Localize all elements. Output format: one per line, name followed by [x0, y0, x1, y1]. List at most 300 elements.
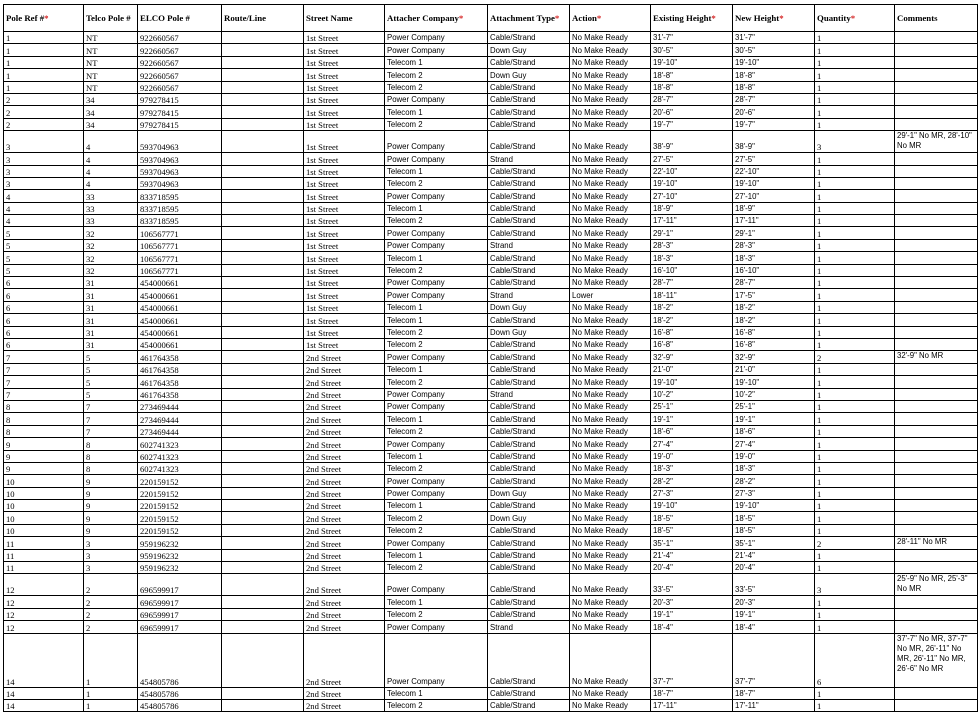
cell-new-height: 16'-10" [733, 264, 815, 276]
cell-telco-pole: 8 [84, 450, 138, 462]
cell-attacher-company: Telecom 1 [385, 252, 488, 264]
cell-route-line [222, 450, 304, 462]
cell-elco-pole: 922660567 [138, 44, 222, 56]
cell-attachment-type: Cable/Strand [488, 118, 570, 130]
table-row [4, 190, 978, 202]
cell-route-line [222, 277, 304, 289]
cell-elco-pole: 922660567 [138, 81, 222, 93]
cell-attacher-company: Telecom 1 [385, 202, 488, 214]
cell-telco-pole: 1 [84, 699, 138, 711]
cell-telco-pole: 32 [84, 239, 138, 251]
cell-existing-height: 27'-4" [651, 438, 733, 450]
cell-action: No Make Ready [570, 512, 651, 524]
cell-attacher-company: Power Company [385, 44, 488, 56]
cell-street-name: 1st Street [304, 118, 385, 130]
cell-comments [895, 118, 978, 130]
cell-action: No Make Ready [570, 475, 651, 487]
cell-attachment-type: Cable/Strand [488, 699, 570, 711]
cell-pole-ref: 11 [4, 549, 84, 561]
table-row [4, 687, 978, 699]
cell-elco-pole: 593704963 [138, 177, 222, 189]
cell-quantity: 3 [815, 574, 895, 596]
column-header-label: Attachment Type [490, 13, 555, 23]
cell-street-name: 2nd Street [304, 351, 385, 363]
cell-telco-pole: 34 [84, 106, 138, 118]
column-header-label: Action [572, 13, 597, 23]
cell-route-line [222, 400, 304, 412]
cell-attacher-company: Telecom 1 [385, 363, 488, 375]
cell-telco-pole: 3 [84, 562, 138, 574]
cell-action: No Make Ready [570, 699, 651, 711]
cell-pole-ref: 9 [4, 462, 84, 474]
cell-action: No Make Ready [570, 215, 651, 227]
cell-quantity: 1 [815, 687, 895, 699]
cell-route-line [222, 338, 304, 350]
column-header-quantity [815, 5, 895, 32]
cell-elco-pole: 461764358 [138, 376, 222, 388]
table-row [4, 574, 978, 596]
cell-new-height: 27'-10" [733, 190, 815, 202]
cell-comments [895, 314, 978, 326]
cell-pole-ref: 3 [4, 177, 84, 189]
cell-elco-pole: 696599917 [138, 621, 222, 633]
cell-pole-ref: 2 [4, 118, 84, 130]
cell-comments [895, 326, 978, 338]
cell-elco-pole: 959196232 [138, 549, 222, 561]
cell-street-name: 2nd Street [304, 487, 385, 499]
cell-new-height: 28'-7" [733, 277, 815, 289]
cell-route-line [222, 264, 304, 276]
cell-pole-ref: 10 [4, 487, 84, 499]
cell-new-height: 18'-5" [733, 524, 815, 536]
cell-elco-pole: 454000661 [138, 289, 222, 301]
cell-attacher-company: Power Company [385, 438, 488, 450]
cell-action: No Make Ready [570, 44, 651, 56]
cell-elco-pole: 922660567 [138, 32, 222, 44]
table-row [4, 351, 978, 363]
cell-existing-height: 17'-11" [651, 215, 733, 227]
cell-attachment-type: Cable/Strand [488, 338, 570, 350]
cell-quantity: 1 [815, 56, 895, 68]
cell-quantity: 1 [815, 93, 895, 105]
cell-new-height: 19'-7" [733, 118, 815, 130]
cell-route-line [222, 425, 304, 437]
cell-quantity: 1 [815, 562, 895, 574]
column-header-existing-height [651, 5, 733, 32]
cell-pole-ref: 8 [4, 413, 84, 425]
cell-elco-pole: 593704963 [138, 153, 222, 165]
cell-route-line [222, 596, 304, 608]
required-asterisk: * [458, 13, 464, 23]
cell-quantity: 1 [815, 301, 895, 313]
cell-action: No Make Ready [570, 177, 651, 189]
cell-new-height: 19'-0" [733, 450, 815, 462]
table-row [4, 314, 978, 326]
cell-new-height: 20'-4" [733, 562, 815, 574]
cell-route-line [222, 177, 304, 189]
cell-pole-ref: 7 [4, 351, 84, 363]
cell-street-name: 1st Street [304, 326, 385, 338]
cell-pole-ref: 8 [4, 425, 84, 437]
cell-route-line [222, 314, 304, 326]
table-row [4, 69, 978, 81]
column-header-elco-pole [138, 5, 222, 32]
cell-new-height: 38'-9" [733, 131, 815, 153]
table-row [4, 165, 978, 177]
cell-attachment-type: Cable/Strand [488, 351, 570, 363]
cell-new-height: 25'-1" [733, 400, 815, 412]
cell-elco-pole: 454000661 [138, 314, 222, 326]
cell-route-line [222, 376, 304, 388]
cell-pole-ref: 4 [4, 202, 84, 214]
table-row [4, 227, 978, 239]
table-row [4, 215, 978, 227]
cell-new-height: 19'-1" [733, 608, 815, 620]
cell-street-name: 1st Street [304, 289, 385, 301]
cell-attacher-company: Power Company [385, 537, 488, 549]
cell-action: No Make Ready [570, 596, 651, 608]
cell-telco-pole: NT [84, 44, 138, 56]
cell-existing-height: 32'-9" [651, 351, 733, 363]
cell-route-line [222, 190, 304, 202]
table-row [4, 153, 978, 165]
cell-comments [895, 165, 978, 177]
cell-comments [895, 524, 978, 536]
cell-quantity: 1 [815, 400, 895, 412]
cell-pole-ref: 8 [4, 400, 84, 412]
cell-telco-pole: 34 [84, 118, 138, 130]
cell-attachment-type: Cable/Strand [488, 400, 570, 412]
column-header-attacher-company [385, 5, 488, 32]
table-row [4, 32, 978, 44]
cell-street-name: 2nd Street [304, 500, 385, 512]
cell-street-name: 2nd Street [304, 376, 385, 388]
cell-quantity: 1 [815, 44, 895, 56]
cell-pole-ref: 12 [4, 608, 84, 620]
cell-new-height: 18'-7" [733, 687, 815, 699]
cell-quantity: 1 [815, 338, 895, 350]
cell-street-name: 2nd Street [304, 549, 385, 561]
cell-route-line [222, 621, 304, 633]
cell-pole-ref: 2 [4, 93, 84, 105]
cell-quantity: 6 [815, 633, 895, 687]
cell-attacher-company: Telecom 2 [385, 608, 488, 620]
cell-new-height: 19'-10" [733, 56, 815, 68]
cell-attacher-company: Telecom 1 [385, 106, 488, 118]
cell-quantity: 1 [815, 425, 895, 437]
cell-new-height: 17'-11" [733, 699, 815, 711]
cell-comments [895, 363, 978, 375]
cell-quantity: 1 [815, 252, 895, 264]
cell-elco-pole: 461764358 [138, 363, 222, 375]
cell-action: No Make Ready [570, 549, 651, 561]
table-row [4, 621, 978, 633]
cell-route-line [222, 363, 304, 375]
column-header-label: Quantity [817, 13, 851, 23]
cell-action: No Make Ready [570, 69, 651, 81]
cell-street-name: 1st Street [304, 202, 385, 214]
cell-telco-pole: NT [84, 56, 138, 68]
cell-attachment-type: Cable/Strand [488, 438, 570, 450]
cell-route-line [222, 93, 304, 105]
cell-action: No Make Ready [570, 450, 651, 462]
cell-attachment-type: Cable/Strand [488, 633, 570, 687]
column-header-label: Route/Line [224, 13, 267, 23]
cell-attachment-type: Cable/Strand [488, 425, 570, 437]
required-asterisk: * [596, 13, 602, 23]
cell-elco-pole: 461764358 [138, 388, 222, 400]
cell-route-line [222, 239, 304, 251]
cell-route-line [222, 153, 304, 165]
table-row [4, 81, 978, 93]
cell-pole-ref: 14 [4, 633, 84, 687]
cell-pole-ref: 14 [4, 687, 84, 699]
cell-action: No Make Ready [570, 93, 651, 105]
column-header-label: Pole Ref # [6, 13, 45, 23]
cell-existing-height: 17'-11" [651, 699, 733, 711]
cell-elco-pole: 106567771 [138, 264, 222, 276]
cell-existing-height: 19'-1" [651, 413, 733, 425]
cell-action: No Make Ready [570, 400, 651, 412]
cell-existing-height: 18'-2" [651, 314, 733, 326]
cell-attachment-type: Cable/Strand [488, 376, 570, 388]
cell-elco-pole: 959196232 [138, 562, 222, 574]
required-asterisk: * [554, 13, 560, 23]
cell-comments [895, 301, 978, 313]
cell-comments [895, 699, 978, 711]
cell-telco-pole: 2 [84, 621, 138, 633]
cell-quantity: 2 [815, 537, 895, 549]
column-header-label: Comments [897, 13, 938, 23]
cell-attacher-company: Telecom 1 [385, 549, 488, 561]
table-row [4, 562, 978, 574]
cell-telco-pole: NT [84, 32, 138, 44]
cell-quantity: 1 [815, 165, 895, 177]
cell-new-height: 16'-8" [733, 326, 815, 338]
cell-elco-pole: 106567771 [138, 252, 222, 264]
cell-pole-ref: 6 [4, 277, 84, 289]
cell-pole-ref: 2 [4, 106, 84, 118]
cell-street-name: 1st Street [304, 32, 385, 44]
cell-pole-ref: 10 [4, 524, 84, 536]
cell-street-name: 1st Street [304, 252, 385, 264]
cell-attachment-type: Cable/Strand [488, 574, 570, 596]
cell-existing-height: 19'-10" [651, 376, 733, 388]
cell-comments [895, 376, 978, 388]
cell-new-height: 27'-3" [733, 487, 815, 499]
pole-attachment-table-container [3, 4, 978, 712]
cell-attachment-type: Cable/Strand [488, 32, 570, 44]
cell-quantity: 1 [815, 81, 895, 93]
cell-telco-pole: 33 [84, 215, 138, 227]
cell-quantity: 1 [815, 699, 895, 711]
cell-street-name: 2nd Street [304, 608, 385, 620]
cell-telco-pole: 31 [84, 326, 138, 338]
cell-attachment-type: Cable/Strand [488, 413, 570, 425]
cell-telco-pole: 31 [84, 277, 138, 289]
cell-elco-pole: 220159152 [138, 524, 222, 536]
cell-quantity: 1 [815, 69, 895, 81]
cell-telco-pole: 4 [84, 153, 138, 165]
cell-attacher-company: Power Company [385, 32, 488, 44]
cell-elco-pole: 454805786 [138, 633, 222, 687]
cell-elco-pole: 833718595 [138, 202, 222, 214]
cell-comments [895, 400, 978, 412]
cell-street-name: 1st Street [304, 165, 385, 177]
table-row [4, 608, 978, 620]
cell-existing-height: 25'-1" [651, 400, 733, 412]
cell-elco-pole: 696599917 [138, 596, 222, 608]
cell-route-line [222, 500, 304, 512]
cell-action: No Make Ready [570, 621, 651, 633]
cell-existing-height: 33'-5" [651, 574, 733, 596]
cell-street-name: 2nd Street [304, 633, 385, 687]
cell-elco-pole: 979278415 [138, 118, 222, 130]
cell-quantity: 1 [815, 376, 895, 388]
cell-existing-height: 22'-10" [651, 165, 733, 177]
cell-existing-height: 18'-8" [651, 69, 733, 81]
cell-attacher-company: Telecom 2 [385, 338, 488, 350]
cell-elco-pole: 273469444 [138, 413, 222, 425]
cell-route-line [222, 118, 304, 130]
cell-attacher-company: Power Company [385, 289, 488, 301]
cell-quantity: 3 [815, 131, 895, 153]
cell-attachment-type: Cable/Strand [488, 252, 570, 264]
cell-quantity: 1 [815, 621, 895, 633]
cell-route-line [222, 574, 304, 596]
cell-existing-height: 27'-10" [651, 190, 733, 202]
table-row [4, 549, 978, 561]
cell-quantity: 1 [815, 277, 895, 289]
cell-attacher-company: Telecom 2 [385, 699, 488, 711]
cell-quantity: 1 [815, 177, 895, 189]
cell-existing-height: 27'-5" [651, 153, 733, 165]
cell-street-name: 2nd Street [304, 512, 385, 524]
cell-attachment-type: Down Guy [488, 326, 570, 338]
cell-comments [895, 621, 978, 633]
cell-attacher-company: Power Company [385, 153, 488, 165]
table-row [4, 450, 978, 462]
cell-route-line [222, 106, 304, 118]
cell-street-name: 1st Street [304, 93, 385, 105]
cell-street-name: 2nd Street [304, 596, 385, 608]
cell-route-line [222, 165, 304, 177]
cell-attacher-company: Power Company [385, 621, 488, 633]
cell-attachment-type: Strand [488, 239, 570, 251]
cell-elco-pole: 454000661 [138, 301, 222, 313]
cell-new-height: 18'-2" [733, 314, 815, 326]
cell-route-line [222, 549, 304, 561]
cell-attachment-type: Cable/Strand [488, 106, 570, 118]
table-row [4, 93, 978, 105]
cell-existing-height: 18'-6" [651, 425, 733, 437]
table-row [4, 524, 978, 536]
cell-telco-pole: 1 [84, 633, 138, 687]
cell-telco-pole: 5 [84, 363, 138, 375]
cell-route-line [222, 289, 304, 301]
cell-new-height: 19'-10" [733, 177, 815, 189]
cell-attachment-type: Strand [488, 289, 570, 301]
cell-quantity: 1 [815, 289, 895, 301]
table-row [4, 699, 978, 711]
cell-attacher-company: Telecom 1 [385, 500, 488, 512]
cell-comments [895, 388, 978, 400]
column-header-label: Attacher Company [387, 13, 459, 23]
cell-quantity: 1 [815, 438, 895, 450]
cell-existing-height: 16'-8" [651, 326, 733, 338]
cell-existing-height: 18'-3" [651, 462, 733, 474]
cell-existing-height: 18'-5" [651, 524, 733, 536]
cell-route-line [222, 487, 304, 499]
cell-new-height: 20'-6" [733, 106, 815, 118]
cell-existing-height: 28'-7" [651, 93, 733, 105]
cell-telco-pole: 33 [84, 190, 138, 202]
cell-attacher-company: Power Company [385, 93, 488, 105]
cell-new-height: 19'-10" [733, 376, 815, 388]
table-row [4, 264, 978, 276]
cell-action: No Make Ready [570, 239, 651, 251]
cell-route-line [222, 351, 304, 363]
column-header-pole-ref [4, 5, 84, 32]
column-header-label: New Height [735, 13, 780, 23]
cell-attachment-type: Strand [488, 621, 570, 633]
table-row [4, 596, 978, 608]
cell-action: No Make Ready [570, 264, 651, 276]
cell-comments [895, 153, 978, 165]
cell-attachment-type: Cable/Strand [488, 596, 570, 608]
cell-existing-height: 18'-11" [651, 289, 733, 301]
table-row [4, 425, 978, 437]
cell-existing-height: 20'-6" [651, 106, 733, 118]
cell-telco-pole: 3 [84, 537, 138, 549]
cell-street-name: 2nd Street [304, 413, 385, 425]
cell-action: No Make Ready [570, 388, 651, 400]
cell-attacher-company: Power Company [385, 190, 488, 202]
cell-comments [895, 608, 978, 620]
cell-comments [895, 338, 978, 350]
cell-route-line [222, 131, 304, 153]
cell-action: No Make Ready [570, 425, 651, 437]
cell-pole-ref: 7 [4, 363, 84, 375]
cell-attachment-type: Cable/Strand [488, 562, 570, 574]
cell-existing-height: 10'-2" [651, 388, 733, 400]
cell-quantity: 1 [815, 227, 895, 239]
cell-comments [895, 596, 978, 608]
cell-pole-ref: 5 [4, 239, 84, 251]
cell-attachment-type: Cable/Strand [488, 56, 570, 68]
cell-new-height: 19'-1" [733, 413, 815, 425]
cell-telco-pole: 2 [84, 574, 138, 596]
table-row [4, 56, 978, 68]
cell-attacher-company: Power Company [385, 131, 488, 153]
cell-action: No Make Ready [570, 106, 651, 118]
cell-pole-ref: 11 [4, 562, 84, 574]
cell-new-height: 16'-8" [733, 338, 815, 350]
cell-attacher-company: Telecom 2 [385, 264, 488, 276]
cell-telco-pole: 5 [84, 388, 138, 400]
table-row [4, 177, 978, 189]
cell-street-name: 1st Street [304, 227, 385, 239]
cell-existing-height: 18'-4" [651, 621, 733, 633]
cell-action: No Make Ready [570, 438, 651, 450]
cell-elco-pole: 593704963 [138, 131, 222, 153]
cell-street-name: 1st Street [304, 190, 385, 202]
cell-quantity: 1 [815, 450, 895, 462]
cell-pole-ref: 10 [4, 475, 84, 487]
cell-comments [895, 277, 978, 289]
cell-pole-ref: 6 [4, 314, 84, 326]
cell-street-name: 1st Street [304, 264, 385, 276]
